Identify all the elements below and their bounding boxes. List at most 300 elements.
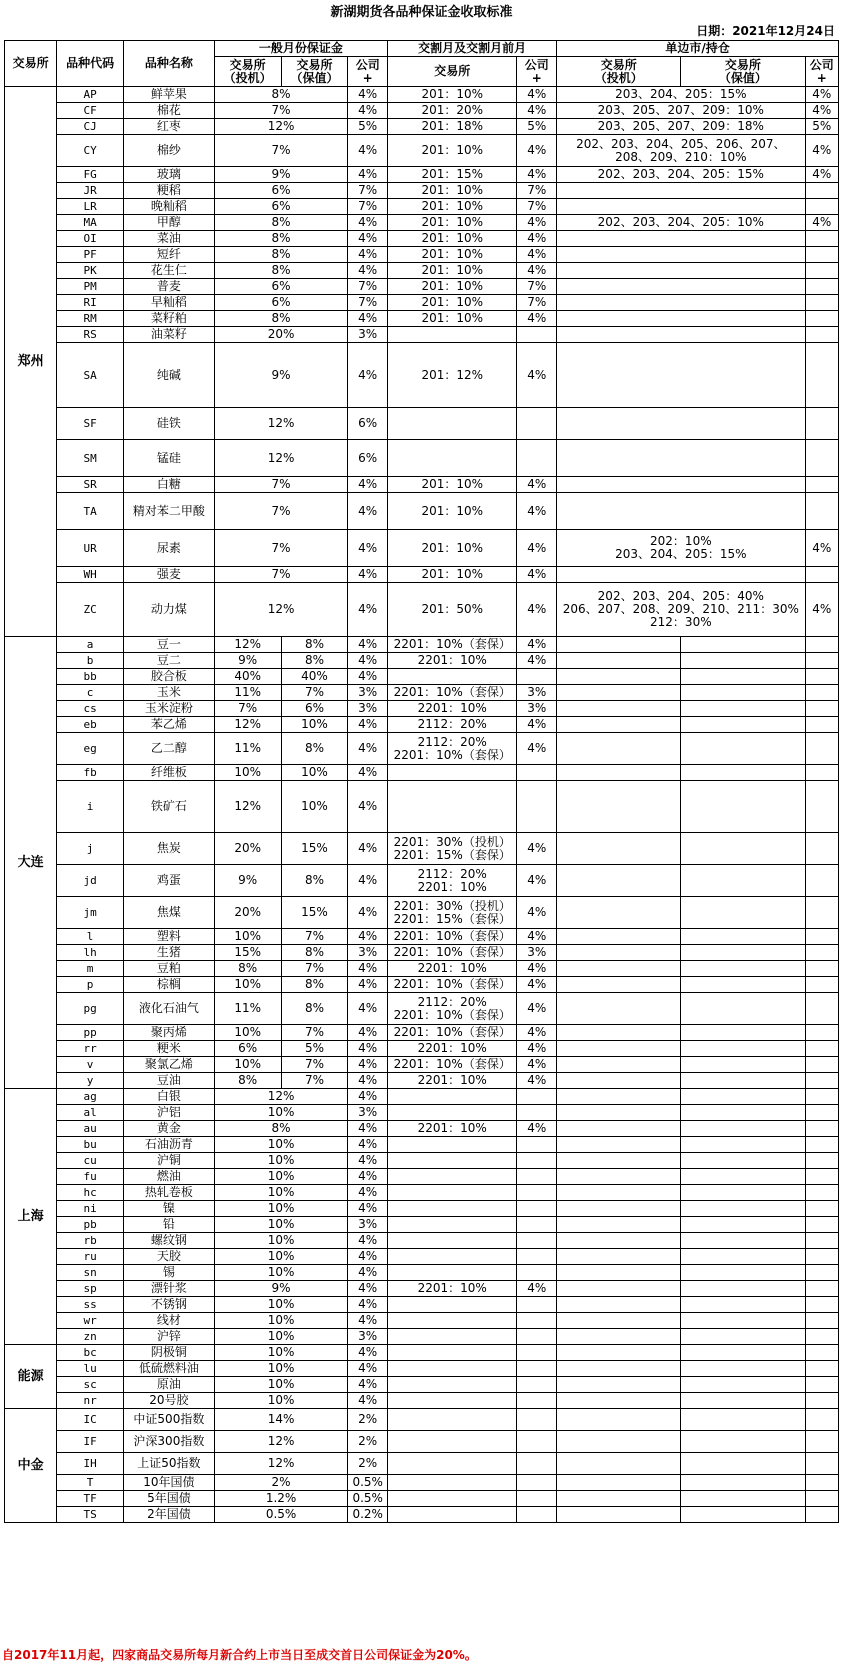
delivery-company-cell [517,1329,557,1345]
general-company-cell: 4% [348,215,388,231]
delivery-company-cell [517,1089,557,1105]
unilateral-company-cell [805,199,838,215]
code-cell: CJ [57,119,124,135]
delivery-company-cell: 4% [517,733,557,765]
unilateral-hedge-cell [681,1041,805,1057]
code-cell: SA [57,343,124,408]
general-company-cell: 7% [348,295,388,311]
exchange-cell: 郑州 [5,87,57,637]
general-company-cell: 4% [348,669,388,685]
general-cell: 8% [214,1121,348,1137]
general-cell: 7% [214,493,348,530]
general-hedge-cell: 15% [281,897,348,929]
unilateral-hedge-cell [681,1345,805,1361]
general-cell: 8% [214,87,348,103]
delivery-cell [388,1361,517,1377]
code-cell: TA [57,493,124,530]
footnote: 自2017年11月起，四家商品交易所每月新合约上市当日至成交首日公司保证金为20%。 [2,1648,477,1662]
general-spec-cell: 20% [214,897,281,929]
unilateral-spec-cell [557,1057,681,1073]
general-cell: 10% [214,1377,348,1393]
page-title: 新湖期货各品种保证金收取标准 [330,5,513,20]
name-cell: 黄金 [123,1121,214,1137]
unilateral-cell: 202、203、204、205、206、207、208、209、210：10% [557,135,805,167]
table-row [5,247,839,263]
delivery-cell: 201：10% [388,215,517,231]
delivery-company-cell [517,1475,557,1491]
delivery-cell [388,781,517,833]
unilateral-company-cell [805,637,838,653]
name-cell: 玉米 [123,685,214,701]
table-row [5,167,839,183]
unilateral-hedge-cell [681,1249,805,1265]
table-row [5,1431,839,1453]
unilateral-company-cell [805,1233,838,1249]
delivery-company-cell [517,1297,557,1313]
unilateral-company-cell [805,1249,838,1265]
header-name: 品种名称 [123,41,214,87]
exchange-cell: 能源 [5,1345,57,1409]
code-cell: m [57,961,124,977]
unilateral-hedge-cell [681,1185,805,1201]
general-company-cell: 4% [348,653,388,669]
unilateral-spec-cell [557,897,681,929]
delivery-cell: 2201：10%（套保） [388,977,517,993]
delivery-cell [388,1393,517,1409]
delivery-company-cell [517,1265,557,1281]
name-cell: 豆油 [123,1073,214,1089]
unilateral-cell: 202、203、204、205：10% [557,215,805,231]
code-cell: AP [57,87,124,103]
delivery-company-cell [517,327,557,343]
unilateral-company-cell [805,1377,838,1393]
delivery-cell: 201：10% [388,183,517,199]
code-cell: UR [57,530,124,567]
unilateral-company-cell: 4% [805,167,838,183]
code-cell: l [57,929,124,945]
delivery-company-cell: 4% [517,993,557,1025]
delivery-company-cell: 4% [517,717,557,733]
delivery-company-cell: 3% [517,685,557,701]
delivery-company-cell [517,781,557,833]
unilateral-cell [557,440,805,477]
code-cell: CY [57,135,124,167]
unilateral-company-cell [805,1281,838,1297]
general-company-cell: 4% [348,781,388,833]
table-row [5,215,839,231]
unilateral-company-cell [805,1169,838,1185]
general-cell: 10% [214,1361,348,1377]
delivery-cell: 201：10% [388,263,517,279]
general-company-cell: 4% [348,103,388,119]
delivery-company-cell: 4% [517,897,557,929]
general-company-cell: 4% [348,1153,388,1169]
general-cell: 7% [214,135,348,167]
unilateral-company-cell [805,929,838,945]
delivery-company-cell: 3% [517,945,557,961]
delivery-company-cell [517,1409,557,1431]
unilateral-hedge-cell [681,1313,805,1329]
general-cell: 8% [214,311,348,327]
unilateral-company-cell: 4% [805,135,838,167]
code-cell: WH [57,567,124,583]
name-cell: 阴极铜 [123,1345,214,1361]
table-row [5,327,839,343]
delivery-company-cell: 7% [517,295,557,311]
table-row [5,1217,839,1233]
general-spec-cell: 10% [214,977,281,993]
code-cell: ZC [57,583,124,637]
general-company-cell: 3% [348,1217,388,1233]
unilateral-company-cell [805,477,838,493]
general-spec-cell: 9% [214,653,281,669]
name-cell: 纤维板 [123,765,214,781]
unilateral-hedge-cell [681,1153,805,1169]
delivery-company-cell: 4% [517,263,557,279]
unilateral-company-cell [805,279,838,295]
table-row [5,637,839,653]
name-cell: 晚籼稻 [123,199,214,215]
delivery-cell [388,1185,517,1201]
table-row [5,1121,839,1137]
unilateral-company-cell [805,327,838,343]
unilateral-cell [557,408,805,440]
name-cell: 10年国债 [123,1475,214,1491]
general-company-cell: 4% [348,311,388,327]
general-company-cell: 4% [348,343,388,408]
delivery-company-cell [517,1507,557,1523]
general-company-cell: 4% [348,733,388,765]
code-cell: bu [57,1137,124,1153]
code-cell: IH [57,1453,124,1475]
unilateral-company-cell [805,781,838,833]
unilateral-hedge-cell [681,685,805,701]
unilateral-hedge-cell [681,1137,805,1153]
code-cell: LR [57,199,124,215]
delivery-cell [388,1153,517,1169]
general-company-cell: 4% [348,1201,388,1217]
name-cell: 玉米淀粉 [123,701,214,717]
unilateral-cell [557,343,805,408]
unilateral-spec-cell [557,1377,681,1393]
unilateral-hedge-cell [681,1507,805,1523]
delivery-company-cell [517,1393,557,1409]
general-company-cell: 4% [348,493,388,530]
unilateral-spec-cell [557,717,681,733]
unilateral-company-cell [805,945,838,961]
unilateral-spec-cell [557,1153,681,1169]
header-ex-spec: 交易所 （投机） [214,57,281,87]
name-cell: 镍 [123,1201,214,1217]
name-cell: 硅铁 [123,408,214,440]
general-spec-cell: 9% [214,865,281,897]
delivery-company-cell [517,1345,557,1361]
code-cell: zn [57,1329,124,1345]
table-row [5,1201,839,1217]
table-row [5,1137,839,1153]
table-row [5,231,839,247]
unilateral-company-cell [805,765,838,781]
table-row [5,929,839,945]
unilateral-spec-cell [557,977,681,993]
code-cell: FG [57,167,124,183]
delivery-cell [388,1105,517,1121]
unilateral-cell [557,279,805,295]
delivery-cell [388,327,517,343]
code-cell: pb [57,1217,124,1233]
delivery-cell: 201：10% [388,530,517,567]
unilateral-hedge-cell [681,1089,805,1105]
unilateral-company-cell [805,1361,838,1377]
delivery-cell: 2112：20% 2201：10%（套保） [388,733,517,765]
unilateral-spec-cell [557,1329,681,1345]
unilateral-company-cell [805,263,838,279]
name-cell: 生猪 [123,945,214,961]
general-cell: 12% [214,583,348,637]
unilateral-spec-cell [557,1265,681,1281]
code-cell: T [57,1475,124,1491]
delivery-company-cell: 3% [517,701,557,717]
general-cell: 8% [214,231,348,247]
unilateral-spec-cell [557,1217,681,1233]
delivery-cell [388,440,517,477]
code-cell: cu [57,1153,124,1169]
unilateral-company-cell: 5% [805,119,838,135]
name-cell: 鲜苹果 [123,87,214,103]
unilateral-hedge-cell [681,1491,805,1507]
general-cell: 10% [214,1233,348,1249]
unilateral-hedge-cell [681,977,805,993]
general-hedge-cell: 8% [281,977,348,993]
delivery-company-cell [517,1201,557,1217]
unilateral-company-cell [805,1507,838,1523]
delivery-company-cell: 4% [517,1281,557,1297]
code-cell: RS [57,327,124,343]
code-cell: JR [57,183,124,199]
general-cell: 7% [214,530,348,567]
table-row [5,701,839,717]
table-row [5,1249,839,1265]
delivery-company-cell: 4% [517,583,557,637]
table-row [5,897,839,929]
delivery-cell [388,408,517,440]
header-uni-spec: 交易所 （投机） [557,57,681,87]
code-cell: b [57,653,124,669]
general-hedge-cell: 15% [281,833,348,865]
unilateral-company-cell [805,1201,838,1217]
unilateral-company-cell [805,1153,838,1169]
general-cell: 10% [214,1185,348,1201]
unilateral-spec-cell [557,1345,681,1361]
unilateral-company-cell: 4% [805,215,838,231]
unilateral-hedge-cell [681,1105,805,1121]
general-spec-cell: 10% [214,929,281,945]
unilateral-company-cell [805,343,838,408]
general-hedge-cell: 10% [281,765,348,781]
name-cell: 铁矿石 [123,781,214,833]
unilateral-company-cell [805,1057,838,1073]
general-company-cell: 0.2% [348,1507,388,1523]
unilateral-cell: 203、205、207、209：18% [557,119,805,135]
code-cell: SR [57,477,124,493]
unilateral-company-cell [805,1393,838,1409]
unilateral-hedge-cell [681,781,805,833]
general-cell: 10% [214,1169,348,1185]
general-company-cell: 4% [348,765,388,781]
delivery-company-cell: 4% [517,637,557,653]
general-company-cell: 4% [348,1281,388,1297]
code-cell: TF [57,1491,124,1507]
general-cell: 10% [214,1201,348,1217]
code-cell: ss [57,1297,124,1313]
table-row [5,343,839,408]
name-cell: 低硫燃料油 [123,1361,214,1377]
delivery-cell: 2112：20% 2201：10% [388,865,517,897]
name-cell: 鸡蛋 [123,865,214,897]
general-company-cell: 2% [348,1409,388,1431]
general-company-cell: 4% [348,833,388,865]
unilateral-company-cell: 4% [805,583,838,637]
delivery-cell [388,1431,517,1453]
general-cell: 10% [214,1393,348,1409]
table-row [5,733,839,765]
delivery-cell: 201：10% [388,493,517,530]
unilateral-hedge-cell [681,1121,805,1137]
general-cell: 0.5% [214,1507,348,1523]
general-cell: 8% [214,247,348,263]
unilateral-company-cell: 4% [805,530,838,567]
delivery-cell [388,1169,517,1185]
name-cell: 尿素 [123,530,214,567]
general-cell: 10% [214,1249,348,1265]
general-cell: 20% [214,327,348,343]
code-cell: PK [57,263,124,279]
general-company-cell: 4% [348,1041,388,1057]
unilateral-company-cell [805,1297,838,1313]
unilateral-cell: 202：10% 203、204、205：15% [557,530,805,567]
code-cell: pp [57,1025,124,1041]
unilateral-hedge-cell [681,637,805,653]
code-cell: RM [57,311,124,327]
name-cell: 棉纱 [123,135,214,167]
general-hedge-cell: 10% [281,781,348,833]
general-company-cell: 4% [348,865,388,897]
name-cell: 液化石油气 [123,993,214,1025]
delivery-company-cell [517,1377,557,1393]
delivery-company-cell [517,440,557,477]
unilateral-company-cell [805,1453,838,1475]
delivery-cell [388,1201,517,1217]
unilateral-company-cell [805,1185,838,1201]
delivery-company-cell: 7% [517,183,557,199]
delivery-company-cell: 4% [517,87,557,103]
general-hedge-cell: 7% [281,685,348,701]
general-spec-cell: 10% [214,1057,281,1073]
code-cell: PM [57,279,124,295]
general-cell: 12% [214,440,348,477]
delivery-cell: 2201：10% [388,701,517,717]
unilateral-cell [557,183,805,199]
unilateral-company-cell [805,685,838,701]
delivery-cell: 201：10% [388,311,517,327]
unilateral-spec-cell [557,1121,681,1137]
delivery-cell: 2201：10% [388,1073,517,1089]
code-cell: ru [57,1249,124,1265]
code-cell: fu [57,1169,124,1185]
unilateral-company-cell [805,653,838,669]
unilateral-company-cell [805,1431,838,1453]
unilateral-spec-cell [557,1041,681,1057]
unilateral-spec-cell [557,993,681,1025]
name-cell: 红枣 [123,119,214,135]
general-spec-cell: 11% [214,733,281,765]
table-row [5,765,839,781]
delivery-cell: 201：15% [388,167,517,183]
unilateral-spec-cell [557,781,681,833]
unilateral-company-cell [805,717,838,733]
unilateral-spec-cell [557,1089,681,1105]
delivery-company-cell: 4% [517,530,557,567]
table-row [5,653,839,669]
name-cell: 棕榈 [123,977,214,993]
unilateral-hedge-cell [681,1329,805,1345]
table-row [5,1345,839,1361]
general-cell: 9% [214,1281,348,1297]
code-cell: lu [57,1361,124,1377]
delivery-cell: 2201：10% [388,1041,517,1057]
name-cell: 短纤 [123,247,214,263]
general-cell: 7% [214,103,348,119]
unilateral-cell [557,199,805,215]
delivery-cell: 201：20% [388,103,517,119]
general-hedge-cell: 8% [281,945,348,961]
delivery-cell: 2201：10%（套保） [388,1025,517,1041]
unilateral-spec-cell [557,1249,681,1265]
general-hedge-cell: 7% [281,1073,348,1089]
unilateral-hedge-cell [681,1409,805,1431]
general-company-cell: 4% [348,637,388,653]
delivery-company-cell: 4% [517,311,557,327]
name-cell: 玻璃 [123,167,214,183]
unilateral-hedge-cell [681,961,805,977]
table-row [5,1377,839,1393]
header-delivery: 交割月及交割月前月 [388,41,557,57]
general-cell: 10% [214,1329,348,1345]
unilateral-company-cell [805,993,838,1025]
general-cell: 6% [214,183,348,199]
delivery-cell [388,1297,517,1313]
unilateral-spec-cell [557,701,681,717]
unilateral-cell [557,311,805,327]
delivery-company-cell [517,1313,557,1329]
name-cell: 漂针浆 [123,1281,214,1297]
code-cell: au [57,1121,124,1137]
name-cell: 粳稻 [123,183,214,199]
unilateral-spec-cell [557,1073,681,1089]
delivery-cell: 2201：10%（套保） [388,929,517,945]
table-row [5,1041,839,1057]
unilateral-spec-cell [557,833,681,865]
table-row [5,408,839,440]
unilateral-spec-cell [557,1491,681,1507]
unilateral-hedge-cell [681,1169,805,1185]
name-cell: 纯碱 [123,343,214,408]
delivery-cell: 2201：30%（投机） 2201：15%（套保） [388,897,517,929]
table-row [5,1169,839,1185]
table-row [5,781,839,833]
unilateral-cell [557,477,805,493]
name-cell: 白银 [123,1089,214,1105]
